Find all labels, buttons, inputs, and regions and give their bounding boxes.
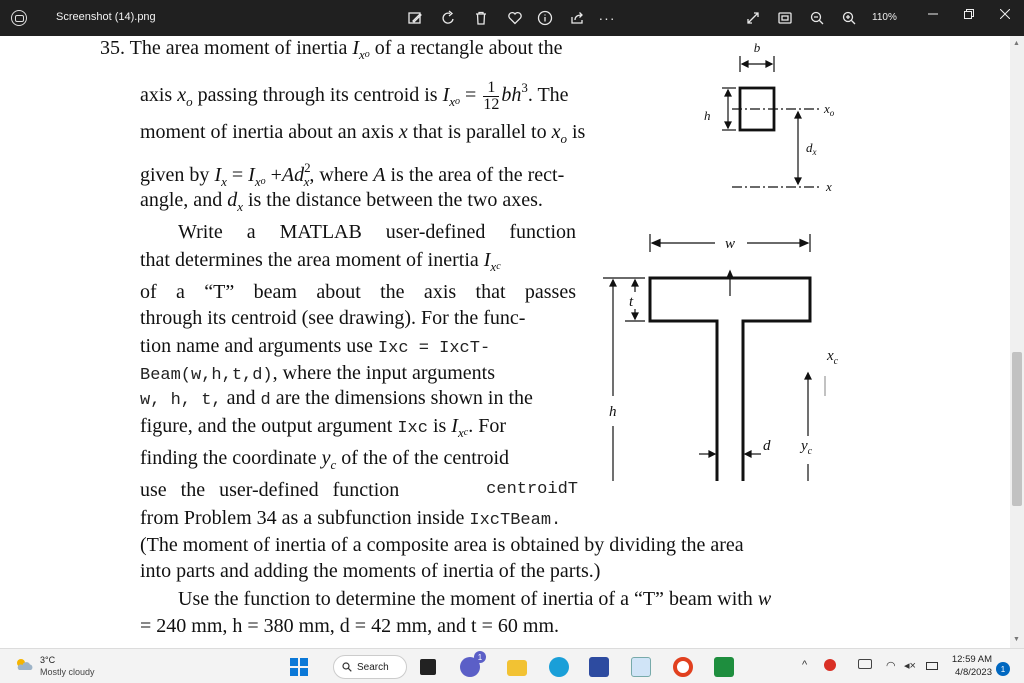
notification-badge[interactable]: 1 <box>996 662 1010 676</box>
sheets-app-icon[interactable] <box>714 657 734 677</box>
weather-cloud-icon[interactable] <box>14 657 34 671</box>
problem-line-11: Beam(w,h,t,d), where the input arguments <box>140 362 495 385</box>
rectangle-figure <box>690 36 860 201</box>
w-label: w <box>724 236 736 252</box>
problem-line-6: Write a MATLAB user-defined function <box>178 221 576 243</box>
taskbar-search[interactable] <box>333 655 407 679</box>
rotate-icon[interactable] <box>440 9 458 27</box>
weather-temperature[interactable]: 3°C <box>40 655 56 665</box>
problem-line-17: (The moment of inertia of a composite area is obtained by dividing the area <box>140 534 744 556</box>
vertical-scrollbar[interactable] <box>1010 36 1024 648</box>
problem-line-14: finding the coordinate $y_c$ of the of the centroid <box>140 447 510 472</box>
edit-image-icon[interactable] <box>406 9 424 27</box>
scroll-down-icon[interactable]: ▼ <box>1013 636 1020 643</box>
info-icon[interactable] <box>536 9 554 27</box>
volume-icon[interactable]: ◂× <box>904 660 916 672</box>
t-label: t <box>629 294 634 310</box>
problem-line-15: use the user-defined function centroidT <box>140 479 578 501</box>
d-label: d <box>763 438 771 454</box>
fullscreen-icon[interactable] <box>744 9 762 27</box>
clock-time: 12:59 AM <box>951 654 992 665</box>
delete-icon[interactable] <box>472 9 490 27</box>
xc-label: $x_c$ <box>827 348 839 367</box>
title-bar <box>0 0 1024 36</box>
problem-line-7: that determines the area moment of inertia $I_xc$ <box>140 249 501 274</box>
slideshow-icon[interactable] <box>776 9 794 27</box>
problem-line-18: into parts and adding the moments of inertia of the parts.) <box>140 560 601 582</box>
search-label: Search <box>357 661 389 673</box>
start-button[interactable] <box>290 658 308 676</box>
keyboard-icon[interactable] <box>858 659 872 669</box>
maximize-icon[interactable] <box>954 4 984 24</box>
h-label: h <box>704 108 711 123</box>
problem-line-19: Use the function to determine the moment of inertia of a “T” beam with w <box>178 588 772 610</box>
tray-app-icon[interactable] <box>824 659 836 671</box>
t-beam-figure <box>595 226 860 481</box>
chat-badge: 1 <box>474 651 486 663</box>
show-hidden-icons-icon[interactable]: ^ <box>802 659 808 671</box>
problem-line-20: = 240 mm, h = 380 mm, d = 42 mm, and t = 60 mm. <box>140 615 560 637</box>
problem-line-2: axis $x_o$ passing through its centroid is $I_xo$ = $\frac{1}{12}$ $bh^3$. The <box>140 78 569 113</box>
h-label: h <box>609 404 617 420</box>
photos-taskbar-icon[interactable] <box>631 657 651 677</box>
share-icon[interactable] <box>568 9 586 27</box>
fraction: $\frac{1}{12}$ <box>483 78 500 113</box>
edge-browser-icon[interactable] <box>549 657 569 677</box>
problem-line-3: moment of inertia about an axis x that is parallel to $x_o$ is <box>140 121 586 146</box>
more-icon[interactable]: ··· <box>598 10 616 26</box>
xo-label: $x_o$ <box>824 101 835 118</box>
problem-line-12: w, h, t, and d are the dimensions shown in the <box>140 387 533 410</box>
zoom-level[interactable]: 110% <box>872 12 897 23</box>
problem-line-5: angle, and $d_x$ is the distance between the two axes. <box>140 189 543 214</box>
weather-description[interactable]: Mostly cloudy <box>40 667 95 677</box>
minimize-icon[interactable] <box>918 4 948 24</box>
taskbar <box>0 648 1024 683</box>
problem-line-10: tion name and arguments use Ixc = IxcT- <box>140 335 491 358</box>
task-view-icon[interactable] <box>420 659 436 675</box>
dx-label: $d_x$ <box>806 140 817 157</box>
problem-line-16: from Problem 34 as a subfunction inside IxcTBeam. <box>140 507 562 530</box>
clock-date: 4/8/2023 <box>955 667 992 678</box>
problem-line-1: 35. The area moment of inertia $I_xo$ of a rectangle about the <box>100 37 563 62</box>
store-icon[interactable] <box>589 657 609 677</box>
problem-line-4: given by $I_x = I_xo +Ad^2_x$, where A is the area of the rect- <box>140 160 565 189</box>
x-label: x <box>826 179 832 194</box>
problem-line-9: through its centroid (see drawing). For the func- <box>140 307 526 329</box>
wifi-icon[interactable]: ◠ <box>886 660 896 672</box>
scroll-up-icon[interactable]: ▲ <box>1013 40 1020 47</box>
clock[interactable] <box>944 653 992 679</box>
close-icon[interactable] <box>990 4 1020 24</box>
problem-line-13: figure, and the output argument Ixc is $I_xc$. For <box>140 415 506 440</box>
photos-app-icon <box>11 10 27 26</box>
favorite-icon[interactable] <box>506 9 524 27</box>
chrome-browser-icon[interactable] <box>673 657 693 677</box>
zoom-out-icon[interactable] <box>808 9 826 27</box>
zoom-in-icon[interactable] <box>840 9 858 27</box>
problem-line-8: of a “T” beam about the axis that passes <box>140 281 576 303</box>
file-title: Screenshot (14).png <box>56 11 156 23</box>
battery-icon[interactable] <box>926 662 938 670</box>
yc-label: $y_c$ <box>801 438 813 457</box>
file-explorer-icon[interactable] <box>507 660 527 676</box>
image-viewer-canvas <box>0 36 1010 648</box>
scrollbar-thumb[interactable] <box>1012 352 1022 506</box>
b-label: b <box>753 40 761 55</box>
search-icon <box>342 662 352 672</box>
